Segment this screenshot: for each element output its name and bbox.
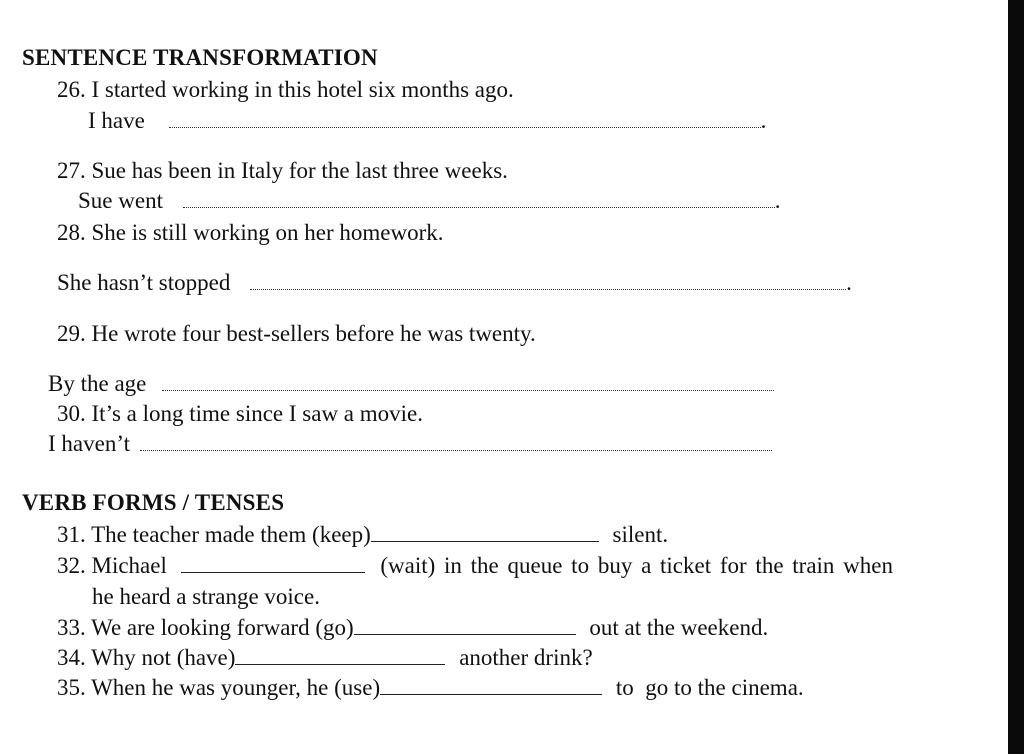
exercise-30-number: 30. (57, 401, 86, 426)
exercise-27-sentence (57, 157, 508, 185)
exercise-27-number: 27. (57, 158, 86, 183)
exercise-27-text: Sue has been in Italy for the last three weeks. (91, 158, 508, 183)
exercise-29-text: He wrote four best-sellers before he was twenty. (91, 321, 536, 346)
exercise-32-number: 32. (57, 553, 86, 578)
exercise-34-after: another drink? (459, 645, 593, 670)
exercise-34-blank[interactable] (235, 646, 445, 665)
exercise-30-text: It’s a long time since I saw a movie. (91, 401, 424, 426)
exercise-26-text: I started working in this hotel six months ago. (91, 77, 514, 102)
exercise-33-line (57, 614, 768, 642)
exercise-26-sentence (57, 76, 514, 104)
exercise-33-after: out at the weekend. (589, 615, 769, 640)
exercise-27-prompt: Sue went (78, 188, 163, 213)
exercise-26-answer-line (88, 107, 766, 135)
exercise-27-blank[interactable] (183, 189, 775, 208)
exercise-29-prompt: By the age (48, 371, 147, 396)
exercise-30-prompt: I haven’t (48, 431, 130, 456)
exercise-35-before: When he was younger, he (use) (91, 675, 381, 700)
exercise-35-blank[interactable] (380, 676, 602, 695)
exercise-30-sentence (57, 400, 423, 428)
exercise-31-blank[interactable] (371, 523, 599, 542)
exercise-26-blank[interactable] (169, 109, 761, 128)
exercise-32-line (57, 552, 893, 580)
exercise-34-line (57, 644, 593, 672)
section-title-verbs: VERB FORMS / TENSES (22, 490, 285, 515)
exercise-27-answer-line (78, 187, 780, 215)
exercise-30-answer-line (48, 430, 772, 458)
exercise-27-end: . (774, 188, 781, 213)
exercise-31-after: silent. (612, 522, 669, 547)
screen-edge (1008, 0, 1024, 754)
exercise-26-prompt: I have (88, 108, 145, 133)
exercise-31-number: 31. (57, 522, 86, 547)
exercise-30-blank[interactable] (140, 432, 772, 451)
exercise-32-before: Michael (91, 553, 167, 578)
exercise-29-answer-line (48, 370, 774, 398)
exercise-32-blank[interactable] (181, 554, 365, 573)
exercise-28-blank[interactable] (250, 271, 846, 290)
exercise-32-continuation: he heard a strange voice. (92, 584, 320, 609)
exercise-33-blank[interactable] (354, 616, 576, 635)
exercise-34-before: Why not (have) (91, 645, 236, 670)
exercise-28-end: . (846, 270, 852, 295)
exercise-29-blank[interactable] (162, 372, 774, 391)
exercise-34-number: 34. (57, 645, 86, 670)
exercise-33-before: We are looking forward (go) (91, 615, 354, 640)
exercise-35-after: to go to the cinema. (615, 675, 804, 700)
section-title-transformation: SENTENCE TRANSFORMATION (22, 45, 378, 70)
exercise-35-line (57, 674, 804, 702)
exercise-32-after: (wait) in the queue to buy a ticket for the train when (380, 553, 894, 578)
exercise-28-answer-line (57, 269, 852, 297)
exercise-26-number: 26. (57, 77, 86, 102)
exercise-26-end: . (760, 108, 767, 133)
exercise-28-prompt: She hasn’t stopped (57, 270, 231, 295)
exercise-29-number: 29. (57, 321, 86, 346)
exercise-31-line (57, 521, 668, 549)
exercise-31-before: The teacher made them (keep) (91, 522, 371, 547)
exercise-35-number: 35. (57, 675, 86, 700)
exercise-29-sentence (57, 320, 536, 348)
exercise-28-text: She is still working on her homework. (91, 220, 444, 245)
exercise-28-number: 28. (57, 220, 86, 245)
exercise-28-sentence (57, 219, 444, 247)
exercise-33-number: 33. (57, 615, 86, 640)
